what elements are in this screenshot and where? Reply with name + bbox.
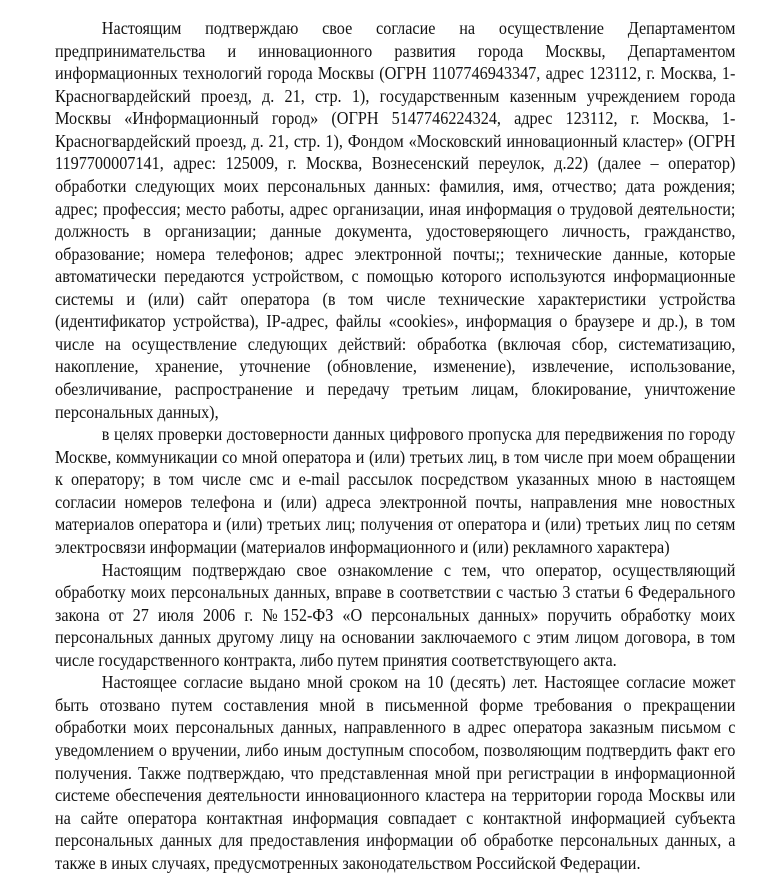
text-line: автоматически передаются устройством, с помощью которого используются информационные [55, 266, 736, 287]
text-line: обработки следующих моих персональных данных: фамилия, имя, отчество; дата рождения; [55, 175, 736, 196]
paragraph [55, 17, 735, 423]
text-line: адрес; профессия; место работы, адрес организации, иная информация о трудовой деятельности; [55, 198, 736, 219]
text-line: (идентификатор устройства), IP-адрес, файлы «cookies», информация о браузере и др.), в том [55, 311, 736, 332]
paragraph [55, 559, 735, 672]
text-line: обезличивание, распространение и передачу третьим лицам, блокирование, уничтожение [55, 379, 736, 399]
text-line: на сайте оператора контактная информация совпадает с контактной информацией субъекта [55, 807, 736, 828]
text-line: Настоящим подтверждаю свое ознакомление с тем, что оператор, осуществляющий [101, 559, 736, 580]
text-line: числе на осуществление следующих действий: обработка (включая сбор, систематизацию, [55, 333, 736, 354]
text-line: накопление, хранение, уточнение (обновление, изменение), извлечение, использование, [55, 356, 736, 377]
consent-document [55, 17, 735, 874]
text-line: уведомлением о вручении, либо иным доступным способом, позволяющим подтвердить факт его [55, 740, 736, 760]
text-line: Настоящим подтверждаю свое согласие на осуществление Департаментом [101, 18, 736, 38]
text-line: материалов оператора и (или) третьих лиц; получения от оператора и (или) третьих лиц по сетям [55, 514, 736, 535]
text-line: системы и (или) сайт оператора (в том числе технические характеристики устройства [55, 288, 736, 309]
text-line: получения. Также подтверждаю, что представленная мной при регистрации в информационной [55, 762, 736, 783]
text-line: согласии номеров телефона и (или) адреса электронной почты, направления мне новостных [55, 491, 736, 512]
text-line: обработку моих персональных данных, вправе в соответствии с частью 3 статьи 6 Федерального [55, 582, 736, 603]
text-line: персональных данных для предоставления информации об обработке персональных данных, а [55, 830, 736, 851]
text-line: закона от 27 июля 2006 г. №152-ФЗ «О персональных данных» поручить обработку моих [55, 604, 736, 625]
text-line: Москве, коммуникации со мной оператора и (или) третьих лиц, в том числе при моем обращении [55, 446, 736, 467]
paragraph [55, 423, 735, 558]
text-line: числе государственного контракта, либо путем принятия соответствующего акта. [55, 649, 617, 670]
text-line: предпринимательства и инновационного развития города Москвы, Департаментом [55, 40, 736, 61]
text-line: системе обеспечения деятельности инновационного кластера на территории города Москвы или [55, 785, 736, 806]
text-line: Настоящее согласие выдано мной сроком на 10 (десять) лет. Настоящее согласие может [101, 672, 736, 693]
text-line: Красногвардейский проезд, д. 21, стр. 1), Фондом «Московский инновационный кластер» (ОГРН [55, 130, 736, 151]
text-line: электросвязи информации (материалов информационного и (или) рекламного характера) [55, 536, 670, 557]
text-line: персональных данных), [55, 401, 219, 422]
text-line: образование; номера телефонов; адрес электронной почты;; технические данные, которые [55, 243, 736, 264]
text-line: в целях проверки достоверности данных цифрового пропуска для передвижения по городу [101, 424, 736, 445]
text-line: 1197700007141, адрес: 125009, г. Москва, Вознесенский переулок, д.22) (далее – оператор) [55, 153, 736, 174]
paragraph [55, 671, 735, 874]
text-line: Москвы «Информационный город» (ОГРН 5147746224324, адрес 123112, г. Москва, 1- [55, 108, 736, 129]
text-line: персональных данных другому лицу на основании заключаемого с этим лицом договора, в том [55, 627, 736, 648]
text-line: к оператору; в том числе смс и e-mail рассылок посредством указанных мною в настоящем [55, 469, 736, 490]
text-line: быть отозвано путем составления мной в письменной форме требования о прекращении [55, 694, 736, 715]
text-line: обработки моих персональных данных, направленного в адрес оператора заказным письмом с [55, 717, 736, 738]
text-line: Красногвардейский проезд, д. 21, стр. 1), государственным казенным учреждением города [55, 85, 736, 106]
text-line: также в иных случаях, предусмотренных законодательством Российской Федерации. [55, 852, 641, 873]
text-line: информационных технологий города Москвы (ОГРН 1107746943347, адрес 123112, г. Москва, 1- [55, 63, 736, 84]
text-line: должность в организации; данные документа, удостоверяющего личность, гражданство, [55, 221, 736, 242]
